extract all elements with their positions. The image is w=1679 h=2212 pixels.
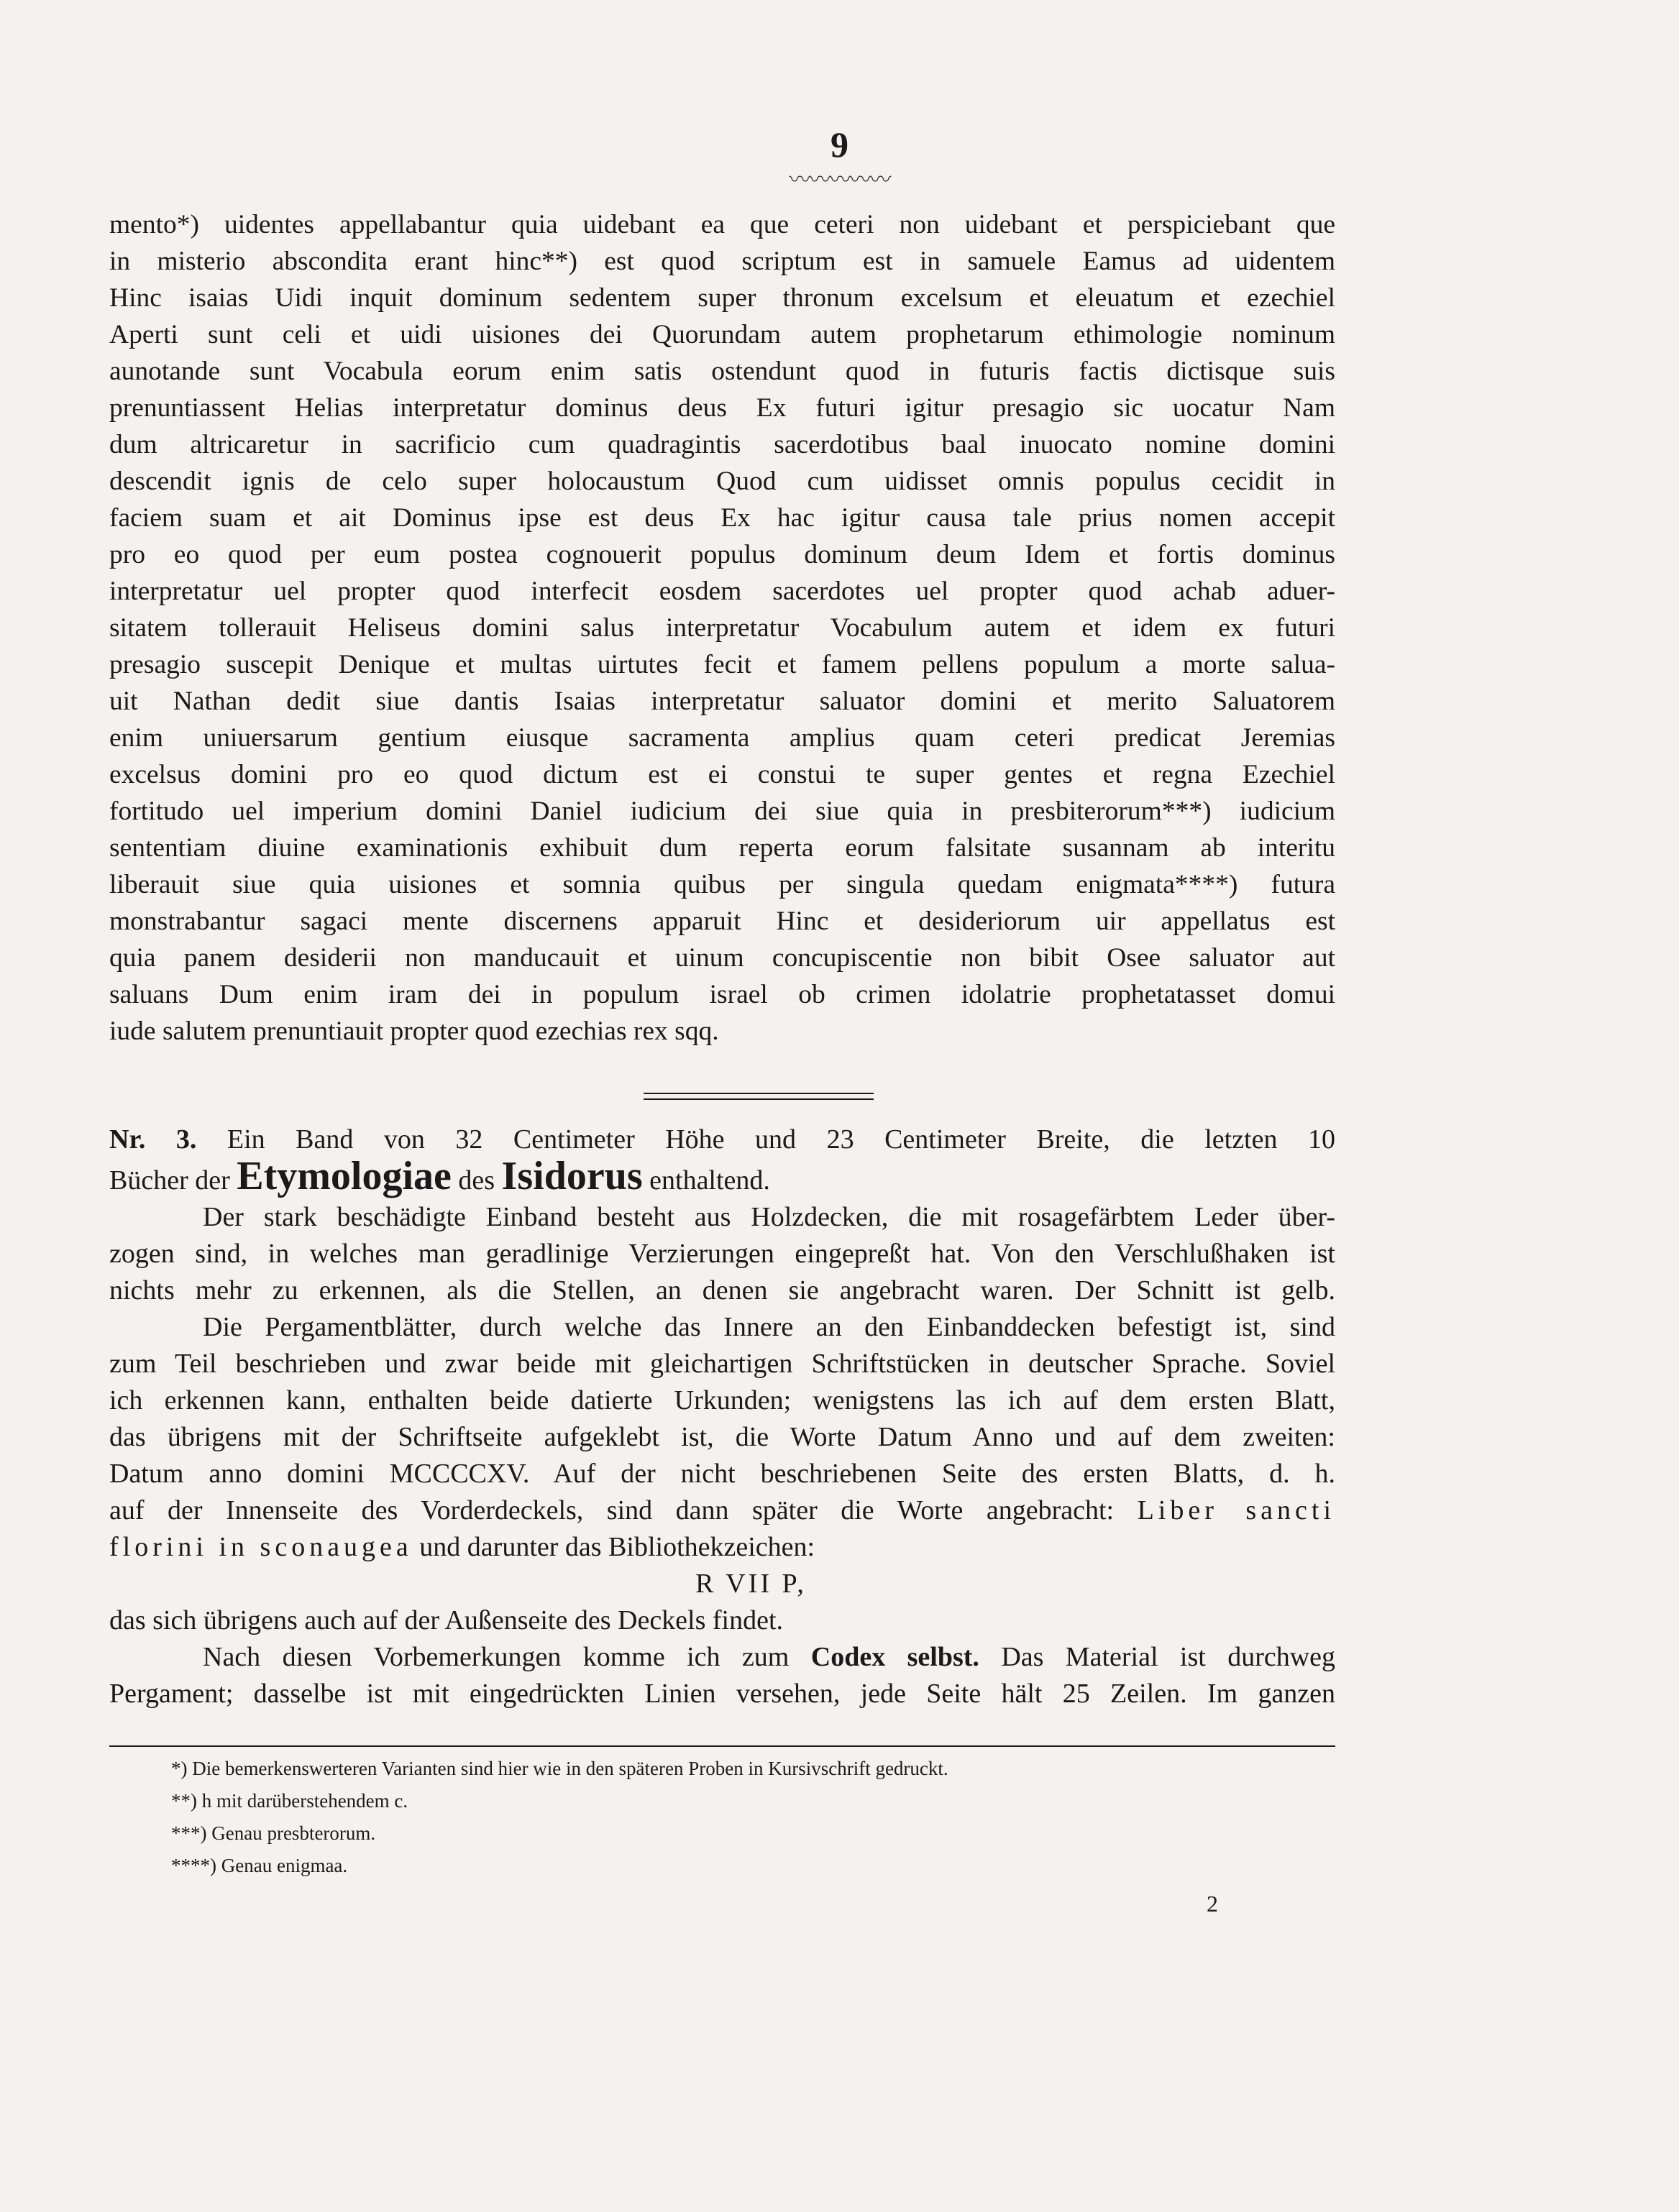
heading-text: des	[458, 1165, 495, 1196]
paragraph-line	[109, 1529, 1335, 1566]
paragraph-text: auf der Innenseite des Vorderdeckels, sind dann später die Worte angebracht:	[109, 1495, 1115, 1525]
latin-line: Hinc isaias Uidi inquit dominum sedentem super thronum excelsum et eleuatum et ezechiel	[109, 283, 1335, 313]
latin-line: aunotande sunt Vocabula eorum enim satis ostendunt quod in futuris factis dictisque suis	[109, 357, 1335, 386]
heading-title-isidorus: Isidorus	[501, 1154, 643, 1198]
paragraph-line: Pergament; dasselbe ist mit eingedrückten Linien versehen, jede Seite hält 25 Zeilen. Im ganzen	[109, 1679, 1335, 1709]
german-section	[109, 1121, 1335, 1712]
paragraph-line	[109, 1492, 1335, 1529]
paragraph-line: zum Teil beschrieben und zwar beide mit gleichartigen Schriftstücken in deutscher Sprache. Soviel	[109, 1349, 1335, 1379]
section-heading-line-2	[109, 1154, 1335, 1199]
latin-line: fortitudo uel imperium domini Daniel iudicium dei siue quia in presbiterorum***) iudicium	[109, 797, 1335, 826]
latin-line: dum altricaretur in sacrificio cum quadragintis sacerdotibus baal inuocato nomine domini	[109, 430, 1335, 459]
page-number-ornament: 〰〰〰〰〰	[789, 168, 890, 192]
latin-line: monstrabantur sagaci mente discernens apparuit Hinc et desideriorum uir appellatus est	[109, 907, 1335, 936]
latin-line: prenuntiassent Helias interpretatur dominus deus Ex futuri igitur presagio sic uocatur Nam	[109, 393, 1335, 423]
latin-line: mento*) uidentes appellabantur quia uidebant ea que ceteri non uidebant et perspiciebant que	[109, 210, 1335, 239]
shelfmark: R VII P,	[695, 1569, 807, 1599]
heading-text: Bücher der	[109, 1165, 230, 1196]
signature-mark: 2	[1207, 1891, 1218, 1917]
footnote: *) Die bemerkenswerteren Varianten sind hier wie in den späteren Proben in Kursivschrift gedruckt.	[171, 1758, 948, 1779]
latin-line: sitatem tollerauit Heliseus domini salus interpretatur Vocabulum autem et idem ex futuri	[109, 613, 1335, 643]
heading-title-etymologiae: Etymologiae	[237, 1154, 452, 1198]
heading-text: enthaltend.	[649, 1165, 770, 1196]
section-heading-line-1	[109, 1121, 1335, 1158]
footnote: ****) Genau enigmaa.	[171, 1855, 348, 1876]
latin-line: in misterio abscondita erant hinc**) est quod scriptum est in samuele Eamus ad uidentem	[109, 247, 1335, 276]
inscription-text: florini in sconaugea	[109, 1532, 413, 1562]
emphasis-codex: Codex selbst.	[810, 1642, 979, 1672]
latin-line: Aperti sunt celi et uidi uisiones dei Quorundam autem prophetarum ethimologie nominum	[109, 320, 1335, 349]
paragraph-line	[109, 1639, 1335, 1676]
separator-line	[644, 1093, 874, 1094]
paragraph-text: Das Material ist durchweg	[1001, 1642, 1336, 1672]
paragraph-text: und darunter das Bibliothekzeichen:	[419, 1532, 815, 1562]
footnote: **) h mit darüberstehendem c.	[171, 1790, 408, 1812]
latin-line: pro eo quod per eum postea cognouerit populus dominum deum Idem et fortis dominus	[109, 540, 1335, 569]
latin-line: descendit ignis de celo super holocaustum Quod cum uidisset omnis populus cecidit in	[109, 467, 1335, 496]
latin-line: quia panem desiderii non manducauit et uinum concupiscentie non bibit Osee saluator aut	[109, 943, 1335, 973]
paragraph-line: das übrigens mit der Schriftseite aufgeklebt ist, die Worte Datum Anno und auf dem zweiten:	[109, 1422, 1335, 1452]
latin-line: presagio suscepit Denique et multas uirtutes fecit et famem pellens populum a morte salua-	[109, 650, 1335, 679]
paragraph-line: ich erkennen kann, enthalten beide datierte Urkunden; wenigstens las ich auf dem ersten Blatt,	[109, 1385, 1335, 1415]
inscription-text: Liber sancti	[1137, 1495, 1335, 1525]
separator-line	[644, 1098, 874, 1100]
page-number: 9	[831, 124, 848, 165]
latin-line: excelsus domini pro eo quod dictum est ei constui te super gentes et regna Ezechiel	[109, 760, 1335, 789]
footnote: ***) Genau presbterorum.	[171, 1822, 376, 1844]
paragraph-text: Nach diesen Vorbemerkungen komme ich zum	[203, 1642, 790, 1672]
section-number: Nr. 3.	[109, 1124, 197, 1155]
paragraph-line: Die Pergamentblätter, durch welche das Innere an den Einbanddecken befestigt ist, sind	[203, 1312, 1335, 1342]
paragraph-line: Datum anno domini MCCCCXV. Auf der nicht beschriebenen Seite des ersten Blatts, d. h.	[109, 1459, 1335, 1489]
latin-text-block	[109, 206, 1335, 1050]
paragraph-line: zogen sind, in welches man geradlinige Verzierungen eingepreßt hat. Von den Verschlußhaken ist	[109, 1239, 1335, 1269]
latin-line: faciem suam et ait Dominus ipse est deus Ex hac igitur causa tale prius nomen accepit	[109, 503, 1335, 533]
latin-line: liberauit siue quia uisiones et somnia quibus per singula quedam enigmata****) futura	[109, 870, 1335, 899]
latin-line: saluans Dum enim iram dei in populum israel ob crimen idolatrie prophetatasset domui	[109, 980, 1335, 1009]
latin-line: enim uniuersarum gentium eiusque sacramenta amplius quam ceteri predicat Jeremias	[109, 723, 1335, 753]
footnote-rule	[109, 1745, 1335, 1747]
latin-line: interpretatur uel propter quod interfecit eosdem sacerdotes uel propter quod achab aduer-	[109, 577, 1335, 606]
paragraph-line: nichts mehr zu erkennen, als die Stellen, an denen sie angebracht waren. Der Schnitt ist gelb.	[109, 1275, 1335, 1305]
latin-line: sententiam diuine examinationis exhibuit dum reperta eorum falsitate susannam ab interitu	[109, 833, 1335, 863]
footnotes	[171, 1753, 1322, 1882]
latin-line: uit Nathan dedit siue dantis Isaias interpretatur saluator domini et merito Saluatorem	[109, 687, 1335, 716]
paragraph-line: das sich übrigens auch auf der Außenseite des Deckels findet.	[109, 1605, 784, 1635]
latin-line: iude salutem prenuntiauit propter quod ezechias rex sqq.	[109, 1016, 719, 1046]
section-heading-text: Ein Band von 32 Centimeter Höhe und 23 Centimeter Breite, die letzten 10	[227, 1124, 1335, 1155]
paragraph-line: Der stark beschädigte Einband besteht aus Holzdecken, die mit rosagefärbtem Leder über-	[203, 1202, 1335, 1232]
